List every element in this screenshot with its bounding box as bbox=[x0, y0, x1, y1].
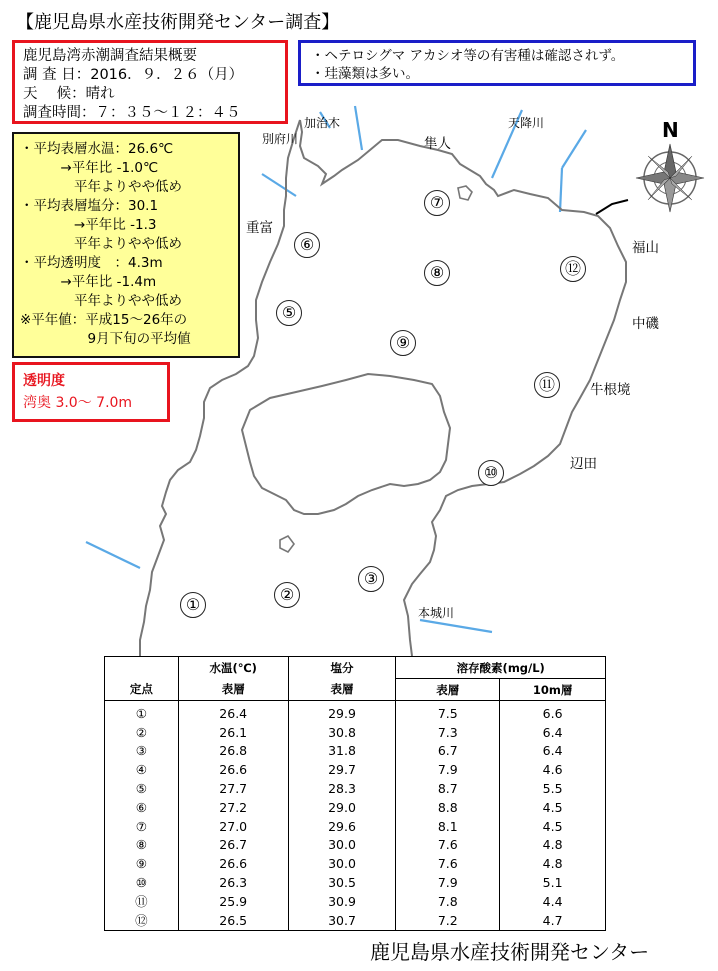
station-marker-2: ② bbox=[274, 582, 300, 608]
cell-station: ⑫ bbox=[105, 911, 179, 930]
cell-oxygen-surface: 8.8 bbox=[396, 798, 500, 817]
place-hetta: 辺田 bbox=[570, 456, 597, 472]
cell-temp: 26.4 bbox=[178, 701, 288, 723]
header-blank bbox=[105, 657, 179, 679]
species-note-box bbox=[298, 40, 696, 86]
cell-temp: 26.1 bbox=[178, 723, 288, 742]
cell-station: ⑪ bbox=[105, 892, 179, 911]
average-stats-box bbox=[12, 132, 240, 358]
cell-oxygen-10m: 5.1 bbox=[500, 873, 606, 892]
island-small-1 bbox=[458, 186, 472, 200]
cell-oxygen-surface: 8.1 bbox=[396, 817, 500, 836]
cell-oxygen-10m: 4.8 bbox=[500, 836, 606, 855]
table-row bbox=[105, 798, 606, 817]
summary-line: 調 査 日：2016．９．２６（月） bbox=[23, 67, 244, 83]
cell-salinity: 29.0 bbox=[288, 798, 396, 817]
cell-station: ⑦ bbox=[105, 817, 179, 836]
cell-salinity: 29.7 bbox=[288, 760, 396, 779]
table-body bbox=[105, 701, 606, 931]
table-row bbox=[105, 817, 606, 836]
compass-rose bbox=[636, 144, 704, 212]
cell-oxygen-surface: 7.8 bbox=[396, 892, 500, 911]
cell-oxygen-surface: 7.9 bbox=[396, 760, 500, 779]
river-east-2 bbox=[560, 168, 562, 212]
river-southwest bbox=[86, 542, 140, 568]
place-fukuyama: 福山 bbox=[632, 240, 659, 256]
station-marker-8: ⑧ bbox=[424, 260, 450, 286]
footer-organization: 鹿児島県水産技術開発センター bbox=[370, 940, 650, 964]
summary-line: 調査時間：７：３５～１２：４５ bbox=[23, 105, 241, 121]
river-honjo bbox=[420, 620, 492, 632]
station-marker-3: ③ bbox=[358, 566, 384, 592]
stats-line: 平年よりやや低め bbox=[20, 293, 182, 309]
cell-oxygen-10m: 4.7 bbox=[500, 911, 606, 930]
transparency-value: 湾奥 3.0～ 7.0m bbox=[23, 395, 133, 411]
cell-temp: 26.5 bbox=[178, 911, 288, 930]
table-row bbox=[105, 836, 606, 855]
cell-station: ③ bbox=[105, 742, 179, 761]
place-amori-river: 天降川 bbox=[508, 116, 545, 130]
cell-salinity: 30.8 bbox=[288, 723, 396, 742]
pier-mark bbox=[596, 200, 628, 214]
cell-oxygen-10m: 4.8 bbox=[500, 854, 606, 873]
cell-station: ① bbox=[105, 701, 179, 723]
species-note-line: ・ヘテロシグマ アカシオ等の有害種は確認されず。 bbox=[311, 48, 625, 64]
table-row bbox=[105, 854, 606, 873]
survey-summary-box bbox=[12, 40, 288, 124]
stats-line: →平年比 -1.4m bbox=[20, 274, 157, 290]
cell-oxygen-10m: 4.5 bbox=[500, 798, 606, 817]
river-beppu bbox=[262, 174, 296, 196]
cell-oxygen-surface: 7.3 bbox=[396, 723, 500, 742]
stats-line: →平年比 -1.3 bbox=[20, 217, 157, 233]
cell-temp: 27.2 bbox=[178, 798, 288, 817]
cell-oxygen-10m: 4.4 bbox=[500, 892, 606, 911]
cell-temp: 26.8 bbox=[178, 742, 288, 761]
place-shigetomi: 重富 bbox=[246, 220, 273, 236]
transparency-heading: 透明度 bbox=[23, 373, 65, 389]
header-oxygen-surface: 表層 bbox=[396, 679, 500, 701]
header-temp-surface: 表層 bbox=[178, 679, 288, 701]
stats-line: ・平均表層水温：26.6℃ bbox=[20, 141, 174, 157]
cell-salinity: 29.6 bbox=[288, 817, 396, 836]
header-oxygen-10m: 10m層 bbox=[500, 679, 606, 701]
place-hayato: 隼人 bbox=[424, 136, 451, 152]
cell-temp: 27.7 bbox=[178, 779, 288, 798]
stats-line: ・平均表層塩分：30.1 bbox=[20, 198, 159, 214]
station-marker-12: ⑫ bbox=[560, 256, 586, 282]
summary-line: 天 候：晴れ bbox=[23, 86, 115, 102]
stats-line: 平年よりやや低め bbox=[20, 179, 182, 195]
cell-temp: 25.9 bbox=[178, 892, 288, 911]
cell-salinity: 30.9 bbox=[288, 892, 396, 911]
summary-line: 鹿児島湾赤潮調査結果概要 bbox=[23, 48, 197, 64]
cell-oxygen-10m: 6.4 bbox=[500, 742, 606, 761]
station-marker-5: ⑤ bbox=[276, 300, 302, 326]
species-note-line: ・珪藻類は多い。 bbox=[311, 66, 419, 82]
table-row bbox=[105, 873, 606, 892]
cell-oxygen-surface: 7.6 bbox=[396, 854, 500, 873]
cell-oxygen-surface: 7.9 bbox=[396, 873, 500, 892]
cell-oxygen-surface: 7.5 bbox=[396, 701, 500, 723]
cell-salinity: 30.7 bbox=[288, 911, 396, 930]
cell-oxygen-surface: 8.7 bbox=[396, 779, 500, 798]
header-station: 定点 bbox=[105, 679, 179, 701]
table-row bbox=[105, 911, 606, 930]
stats-line: 9月下旬の平均値 bbox=[20, 331, 191, 347]
header-temp: 水温(℃) bbox=[178, 657, 288, 679]
cell-oxygen-surface: 6.7 bbox=[396, 742, 500, 761]
compass-north-label: N bbox=[662, 118, 679, 142]
sakurajima-island bbox=[242, 374, 450, 514]
cell-station: ⑥ bbox=[105, 798, 179, 817]
stats-line: 平年よりやや低め bbox=[20, 236, 182, 252]
island-small-2 bbox=[280, 536, 294, 552]
table-row bbox=[105, 892, 606, 911]
station-marker-6: ⑥ bbox=[294, 232, 320, 258]
cell-oxygen-10m: 6.6 bbox=[500, 701, 606, 723]
cell-oxygen-10m: 4.5 bbox=[500, 817, 606, 836]
cell-salinity: 29.9 bbox=[288, 701, 396, 723]
station-marker-10: ⑩ bbox=[478, 460, 504, 486]
header-salinity: 塩分 bbox=[288, 657, 396, 679]
cell-station: ⑤ bbox=[105, 779, 179, 798]
station-marker-7: ⑦ bbox=[424, 190, 450, 216]
cell-oxygen-surface: 7.2 bbox=[396, 911, 500, 930]
river-katsuragi-2 bbox=[355, 106, 362, 150]
header-oxygen: 溶存酸素(mg/L) bbox=[396, 657, 606, 679]
stats-line: ・平均透明度 ：4.3m bbox=[20, 255, 163, 271]
table-row bbox=[105, 760, 606, 779]
cell-oxygen-10m: 4.6 bbox=[500, 760, 606, 779]
cell-station: ⑩ bbox=[105, 873, 179, 892]
place-nakaiso: 中磯 bbox=[632, 316, 659, 332]
cell-temp: 27.0 bbox=[178, 817, 288, 836]
table-row bbox=[105, 701, 606, 723]
cell-station: ④ bbox=[105, 760, 179, 779]
river-east bbox=[562, 130, 586, 168]
cell-salinity: 31.8 bbox=[288, 742, 396, 761]
cell-station: ⑨ bbox=[105, 854, 179, 873]
cell-salinity: 28.3 bbox=[288, 779, 396, 798]
table-row bbox=[105, 779, 606, 798]
station-marker-11: ⑪ bbox=[534, 372, 560, 398]
transparency-box bbox=[12, 362, 170, 422]
stats-line: →平年比 -1.0℃ bbox=[20, 160, 159, 176]
observation-table bbox=[104, 656, 606, 929]
cell-station: ② bbox=[105, 723, 179, 742]
cell-temp: 26.6 bbox=[178, 760, 288, 779]
cell-oxygen-10m: 5.5 bbox=[500, 779, 606, 798]
place-katsuragi: 加治木 bbox=[304, 116, 341, 130]
place-honjo-river: 本城川 bbox=[418, 606, 455, 620]
table-row bbox=[105, 723, 606, 742]
cell-salinity: 30.0 bbox=[288, 854, 396, 873]
cell-salinity: 30.5 bbox=[288, 873, 396, 892]
page-title: 【鹿児島県水産技術開発センター調査】 bbox=[16, 12, 340, 33]
header-salinity-surface: 表層 bbox=[288, 679, 396, 701]
station-marker-1: ① bbox=[180, 592, 206, 618]
cell-salinity: 30.0 bbox=[288, 836, 396, 855]
station-marker-9: ⑨ bbox=[390, 330, 416, 356]
cell-temp: 26.6 bbox=[178, 854, 288, 873]
cell-oxygen-10m: 6.4 bbox=[500, 723, 606, 742]
table-row bbox=[105, 742, 606, 761]
cell-temp: 26.3 bbox=[178, 873, 288, 892]
stats-line: ※平年値：平成15～26年の bbox=[20, 312, 188, 328]
cell-temp: 26.7 bbox=[178, 836, 288, 855]
place-beppu-river: 別府川 bbox=[262, 132, 299, 146]
cell-oxygen-surface: 7.6 bbox=[396, 836, 500, 855]
cell-station: ⑧ bbox=[105, 836, 179, 855]
place-ushinekyo: 牛根境 bbox=[590, 382, 631, 398]
